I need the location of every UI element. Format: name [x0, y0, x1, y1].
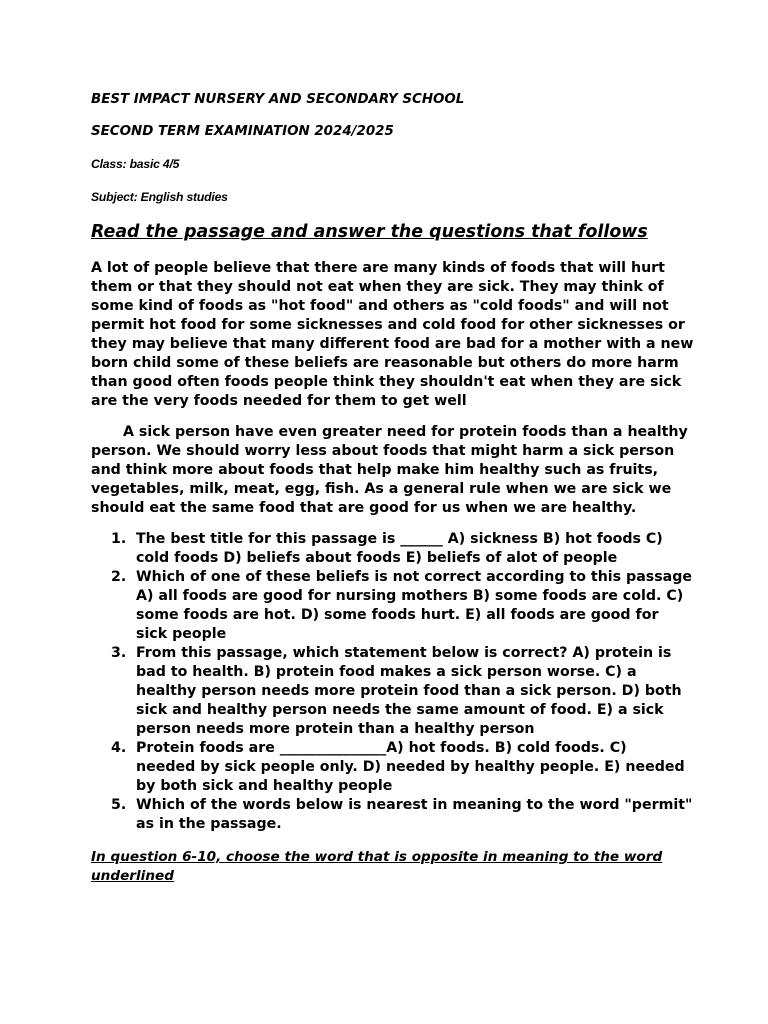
school-name: BEST IMPACT NURSERY AND SECONDARY SCHOOL	[91, 92, 465, 107]
passage-line: A sick person have even greater need for protein foods than a healthy	[123, 424, 688, 440]
question-number: 3.	[111, 645, 127, 661]
question-line: sick and healthy person needs the same amount of food. E) a sick	[136, 702, 664, 718]
question-line: cold foods D) beliefs about foods E) beliefs of alot of people	[136, 550, 618, 566]
passage-line: and think more about foods that help make him healthy such as fruits,	[91, 462, 659, 478]
passage-paragraph-2	[91, 423, 691, 518]
reading-instruction: Read the passage and answer the questions that follows	[91, 222, 648, 242]
question-list	[91, 530, 711, 834]
class-line: Class: basic 4/5	[91, 157, 180, 171]
question-line: person needs more protein than a healthy person	[136, 721, 535, 737]
question-line: Which of one of these beliefs is not correct according to this passage	[136, 569, 693, 585]
passage-line: person. We should worry less about foods that might harm a sick person	[91, 443, 675, 459]
question-line: The best title for this passage is ______ A) sickness B) hot foods C)	[136, 531, 663, 547]
section-instruction-line: In question 6-10, choose the word that is opposite in meaning to the word	[91, 849, 663, 865]
passage-line: they may believe that many different food are bad for a mother with a new	[91, 336, 694, 352]
passage-line: than good often foods people think they shouldn't eat when they are sick	[91, 374, 682, 390]
question-line: healthy person needs more protein food than a sick person. D) both	[136, 683, 682, 699]
question-item	[91, 568, 711, 644]
question-number: 5.	[111, 797, 127, 813]
passage-line: are the very foods needed for them to get well	[91, 393, 467, 409]
question-item	[91, 739, 711, 796]
question-number: 4.	[111, 740, 127, 756]
question-item	[91, 644, 711, 739]
subject-line: Subject: English studies	[91, 190, 228, 204]
passage-line: some kind of foods as "hot food" and others as "cold foods" and will not	[91, 298, 669, 314]
question-line: From this passage, which statement below is correct? A) protein is	[136, 645, 672, 661]
question-line: sick people	[136, 626, 227, 642]
section-instruction-line: underlined	[91, 868, 174, 884]
passage-paragraph-1	[91, 259, 694, 411]
passage-line: them or that they should not eat when they are sick. They may think of	[91, 279, 664, 295]
section-instruction	[91, 848, 711, 886]
question-line: Protein foods are _______________A) hot foods. B) cold foods. C)	[136, 740, 627, 756]
question-line: Which of the words below is nearest in meaning to the word "permit"	[136, 797, 693, 813]
question-line: bad to health. B) protein food makes a sick person worse. C) a	[136, 664, 637, 680]
question-line: by both sick and healthy people	[136, 778, 393, 794]
question-number: 1.	[111, 531, 127, 547]
question-line: as in the passage.	[136, 816, 282, 832]
passage-line: vegetables, milk, meat, egg, fish. As a general rule when we are sick we	[91, 481, 672, 497]
passage-line: born child some of these beliefs are reasonable but others do more harm	[91, 355, 679, 371]
passage-line: A lot of people believe that there are many kinds of foods that will hurt	[91, 260, 665, 276]
question-line: some foods are hot. D) some foods hurt. E) all foods are good for	[136, 607, 659, 623]
exam-title: SECOND TERM EXAMINATION 2024/2025	[91, 124, 394, 139]
question-item	[91, 796, 711, 834]
passage-line: should eat the same food that are good for us when we are healthy.	[91, 500, 637, 516]
question-item	[91, 530, 711, 568]
question-line: A) all foods are good for nursing mothers B) some foods are cold. C)	[136, 588, 684, 604]
question-number: 2.	[111, 569, 127, 585]
question-line: needed by sick people only. D) needed by healthy people. E) needed	[136, 759, 685, 775]
passage-line: permit hot food for some sicknesses and cold food for other sicknesses or	[91, 317, 685, 333]
